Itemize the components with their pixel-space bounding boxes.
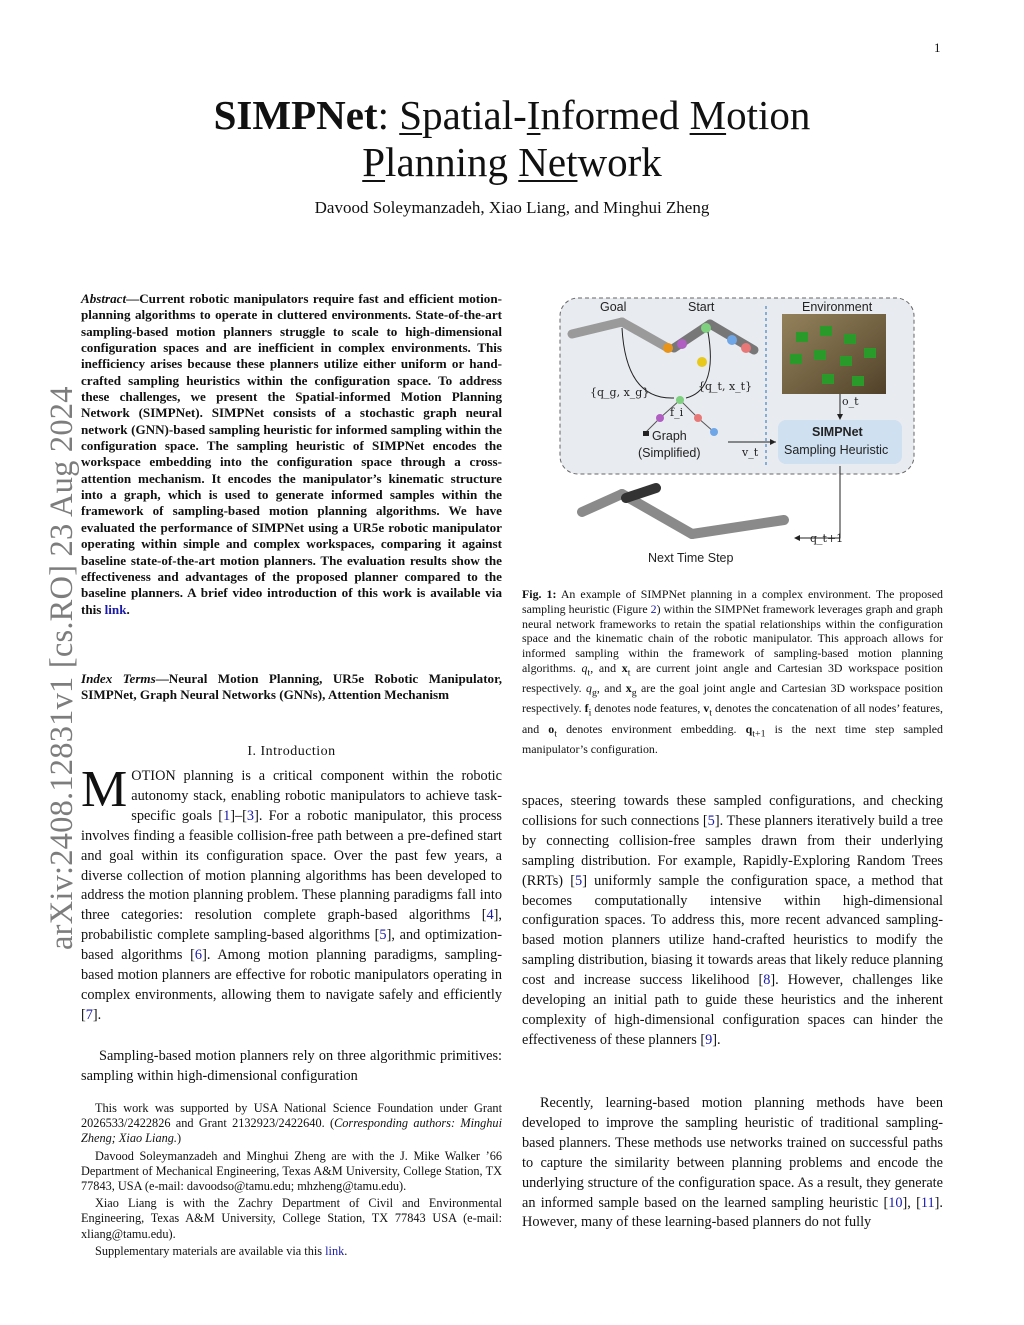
- caption-text-e: , and: [596, 681, 626, 696]
- label-sampling-heuristic: Sampling Heuristic: [784, 443, 889, 457]
- right-p2-text-b: ], [: [902, 1194, 921, 1211]
- footnotes: [81, 1101, 502, 1261]
- intro-text-b: ]–[: [230, 807, 247, 824]
- citation-link[interactable]: 1: [223, 807, 231, 824]
- figure-caption: [522, 587, 943, 756]
- caption-qg-sub: g: [591, 687, 597, 699]
- caption-ot: o: [548, 721, 555, 736]
- intro-text-a: OTION planning is a critical component within the robotic autonomy stack, enabling robotic manipulators to achieve task-specific goals [: [131, 768, 502, 824]
- caption-qt1: q: [745, 721, 753, 736]
- caption-text-d: are current joint angle and Cartesian 3D workspace position respectively.: [522, 660, 944, 696]
- caption-qt-sub: t: [587, 667, 591, 679]
- page-number: 1: [934, 40, 941, 55]
- caption-label: Fig. 1:: [522, 587, 557, 601]
- caption-xg: x: [625, 681, 632, 696]
- right-paragraph-1: [522, 792, 943, 1051]
- right-p2-text-c: ]. However, many of these learning-based planners do not fully: [522, 1194, 943, 1231]
- drop-cap: M: [81, 761, 128, 818]
- right-text-e: ].: [712, 1031, 721, 1048]
- caption-text-j: is the next time step sampled manipulator’s configuration.: [522, 721, 943, 756]
- abstract-label: Abstract: [81, 291, 127, 306]
- label-simpnet: SIMPNet: [812, 425, 863, 439]
- right-text-a: spaces, steering towards these sampled configurations, and checking collisions for such connections [: [522, 793, 943, 829]
- citation-link[interactable]: 3: [246, 807, 255, 824]
- label-environment: Environment: [802, 300, 873, 314]
- caption-text-i: denotes environment embedding.: [557, 721, 746, 736]
- caption-xt-sub: t: [627, 667, 631, 679]
- footnote-funding-text: This work was supported by USA National Science Foundation under Grant 2026533/2422826 and Grant 2132923/2422640. (: [81, 1101, 502, 1131]
- label-simplified: (Simplified): [638, 446, 701, 460]
- title-i: I: [526, 92, 541, 138]
- label-start: Start: [688, 300, 715, 314]
- intro-text-f: ]. Among motion planning paradigms, sampling-based motion planners are effective for robotic manipulators operating in complex environments, allowing them to navigate safely and efficiently [: [81, 947, 502, 1023]
- caption-vt-sub: t: [709, 707, 713, 719]
- title-s: S: [399, 92, 423, 138]
- intro-text-e: ], and optimization-based algorithms [: [81, 927, 503, 964]
- footnote-supp-end: .: [344, 1243, 348, 1258]
- citation-link[interactable]: 5: [707, 812, 715, 829]
- caption-xg-sub: g: [631, 687, 637, 699]
- caption-text-c: , and: [590, 660, 622, 675]
- citation-link[interactable]: 5: [575, 872, 583, 889]
- figure-1: [522, 290, 943, 580]
- title-m: M: [689, 92, 727, 138]
- intro-paragraph-2: Sampling-based motion planners rely on three algorithmic primitives: sampling within high-dimensional configuration: [81, 1048, 502, 1084]
- right-text-b: ]. These planners iteratively build a tree by connecting collision-free samples drawn from their underlying sampling distribution. For example, Rapidly-Exploring Random Trees (RRTs) [: [522, 812, 943, 889]
- label-ot: o_t: [842, 395, 859, 408]
- label-vt: v_t: [742, 446, 759, 459]
- label-qt1: q_t+1: [810, 532, 844, 545]
- footnote-affiliation-2: Xiao Liang is with the Zachry Department of Civil and Environmental Engineering, Texas A&M University, College Station, TX 77843 USA (e-mail: xliang@tamu.edu).: [81, 1196, 502, 1241]
- video-link[interactable]: link: [104, 601, 127, 617]
- index-terms-label: Index Terms: [81, 671, 156, 686]
- citation-link[interactable]: 9: [705, 1031, 713, 1048]
- citation-link[interactable]: 4: [486, 907, 494, 924]
- caption-xt: x: [621, 660, 628, 675]
- title-nformed: nformed: [540, 92, 690, 138]
- arrow-qt1: [796, 466, 840, 538]
- footnote-funding-end: ): [177, 1131, 182, 1146]
- footnote-corresponding: Corresponding authors: Minghui Zheng; Xiao Liang.: [81, 1116, 502, 1146]
- caption-fi: f: [584, 701, 589, 716]
- right-text-c: ] uniformly sample the configuration space, a method that becomes computationally intensive within high-dimensional configuration spaces. To address this, more recent advanced sampling-based motion planners utilize hand-crafted heuristics to modify the sampling distribution, biasing it towards areas that likely reduce planning cost and increase success likelihood [: [522, 872, 943, 989]
- caption-fi-sub: i: [588, 707, 592, 719]
- intro-paragraph-1: [81, 761, 503, 1026]
- abstract-text: —Current robotic manipulators require fast and efficient motion-planning algorithms to operate in cluttered environments. State-of-the-art sampling-based motion planners struggle to scale to high-dimensional configuration spaces and are inefficient in complex environments. This inefficiency arises because these planners utilize either uniform or hand-crafted sampling heuristics within the configuration space. To address these challenges, we present the Spatial-informed Motion Planning Network (SIMPNet). SIMPNet consists of a stochastic graph neural network (GNN)-based sampling heuristic for informed sampling within the configuration space. The sampling heuristic of SIMPNet encodes the workspace embedding into the configuration space through a cross-attention mechanism. It encodes the manipulator’s kinematic structure into a graph, which is used to generate informed samples within the framework of sampling-based motion planning algorithms. We have evaluated the performance of SIMPNet using a UR5e robotic manipulator operating within simple and complex workspaces, comparing it against baseline state-of-the-art motion planners. The evaluation results show the effectiveness and advantages of the proposed planner compared to the baseline planners. A brief video introduction of this work is available via this: [81, 291, 502, 617]
- title-p: P: [362, 139, 386, 185]
- footnote-affiliation-1: Davood Soleymanzadeh and Minghui Zheng are with the J. Mike Walker ’66 Department of Mechanical Engineering, Texas A&M University, College Station, TX 77843, USA (e-mail: davoodso@tamu.edu; mhzheng@tamu.edu).: [81, 1148, 502, 1194]
- paper-title: [130, 92, 894, 186]
- citation-link[interactable]: 7: [85, 1006, 93, 1023]
- caption-text-f: are the goal joint angle and Cartesian 3D workspace position respectively.: [522, 681, 943, 716]
- caption-text-a: An example of SIMPNet planning in a complex environment. The proposed sampling heuristic (Figure: [522, 587, 943, 616]
- title-net: Net: [518, 139, 578, 185]
- robot-arm-next: [582, 488, 784, 534]
- caption-qt1-sub: t+1: [752, 727, 766, 739]
- caption-vt: v: [703, 701, 710, 716]
- label-fi: f_i: [670, 406, 684, 419]
- supplementary-link[interactable]: link: [325, 1243, 345, 1258]
- index-terms-text: —Neural Motion Planning, UR5e Robotic Manipulator, SIMPNet, Graph Neural Networks (GNNs), Attention Mechanism: [81, 671, 502, 703]
- citation-link[interactable]: 8: [763, 972, 771, 989]
- figure-ref-link[interactable]: 2: [650, 601, 657, 616]
- caption-text-h: denotes the concatenation of all nodes’ features, and: [522, 701, 943, 736]
- right-p2-text-a: Recently, learning-based motion planning methods have been developed to improve the sampling heuristic of traditional sampling-based planners. These methods use networks trained on successful paths to capture the similarity between planning problems and encode the underlying structure of the configuration space. As a result, they generate an informed sample based on the learned sampling heuristic [: [522, 1095, 943, 1211]
- caption-ot-sub: t: [554, 727, 557, 739]
- title-colon: :: [377, 92, 400, 138]
- footnote-supplementary: [81, 1244, 502, 1259]
- label-goal: Goal: [600, 300, 627, 314]
- arxiv-identifier: arXiv:2408.12831v1 [cs.RO] 23 Aug 2024: [44, 386, 80, 950]
- index-terms: [81, 671, 502, 704]
- authors: Davood Soleymanzadeh, Xiao Liang, and Minghui Zheng: [314, 198, 710, 217]
- title-otion: otion: [726, 92, 811, 138]
- caption-text-b: ) within the SIMPNet framework leverages graph and graph neural network frameworks to retain the spatial relationships within the configuration space and the kinematic chain of the robotic manipulator. This approach allows for informed sampling within the framework of sampling-based motion planning algorithms.: [522, 601, 943, 675]
- label-next-time-step: Next Time Step: [648, 551, 734, 565]
- intro-text-c: ]. For a robotic manipulator, this process involves finding a feasible collision-free path between a pre-defined start and goal within its configuration space. Over the past few years, a diverse collection of motion planning algorithms has been developed to address the motion planning problem. These planning paradigms fall into three categories: resolution complete graph-based algorithms [: [81, 807, 502, 924]
- citation-link[interactable]: 6: [194, 947, 203, 964]
- title-simpnet: SIMPNet: [213, 92, 378, 138]
- title-lanning: lanning: [385, 139, 519, 185]
- section-heading: I. Introduction: [247, 744, 336, 759]
- label-qt-xt: {q_t, x_t}: [698, 380, 753, 393]
- citation-link[interactable]: 5: [379, 927, 387, 944]
- intro-text-d: ], probabilistic complete sampling-based algorithms [: [81, 907, 502, 944]
- abstract-end: .: [126, 601, 130, 617]
- footnote-funding: [81, 1101, 502, 1147]
- intro-text-g: ].: [92, 1006, 102, 1023]
- title-patial: patial-: [422, 92, 527, 138]
- right-text-d: ]. However, challenges like developing an initial path to guide these heuristics and the inherent complexity of high-dimensional configuration spaces can hinder the effectiveness of these planners [: [522, 972, 943, 1048]
- right-paragraph-2: [522, 1094, 943, 1233]
- caption-text-g: denotes node features,: [591, 701, 704, 716]
- caption-qg: q: [586, 681, 592, 696]
- title-work: work: [577, 139, 662, 185]
- caption-qt: q: [581, 660, 588, 675]
- abstract: [81, 291, 502, 618]
- footnote-supp-text: Supplementary materials are available via this: [95, 1243, 326, 1258]
- label-qg-xg: {q_g, x_g}: [590, 386, 650, 399]
- citation-link[interactable]: 10: [888, 1194, 903, 1211]
- citation-link[interactable]: 11: [920, 1194, 935, 1211]
- label-graph: Graph: [652, 429, 687, 443]
